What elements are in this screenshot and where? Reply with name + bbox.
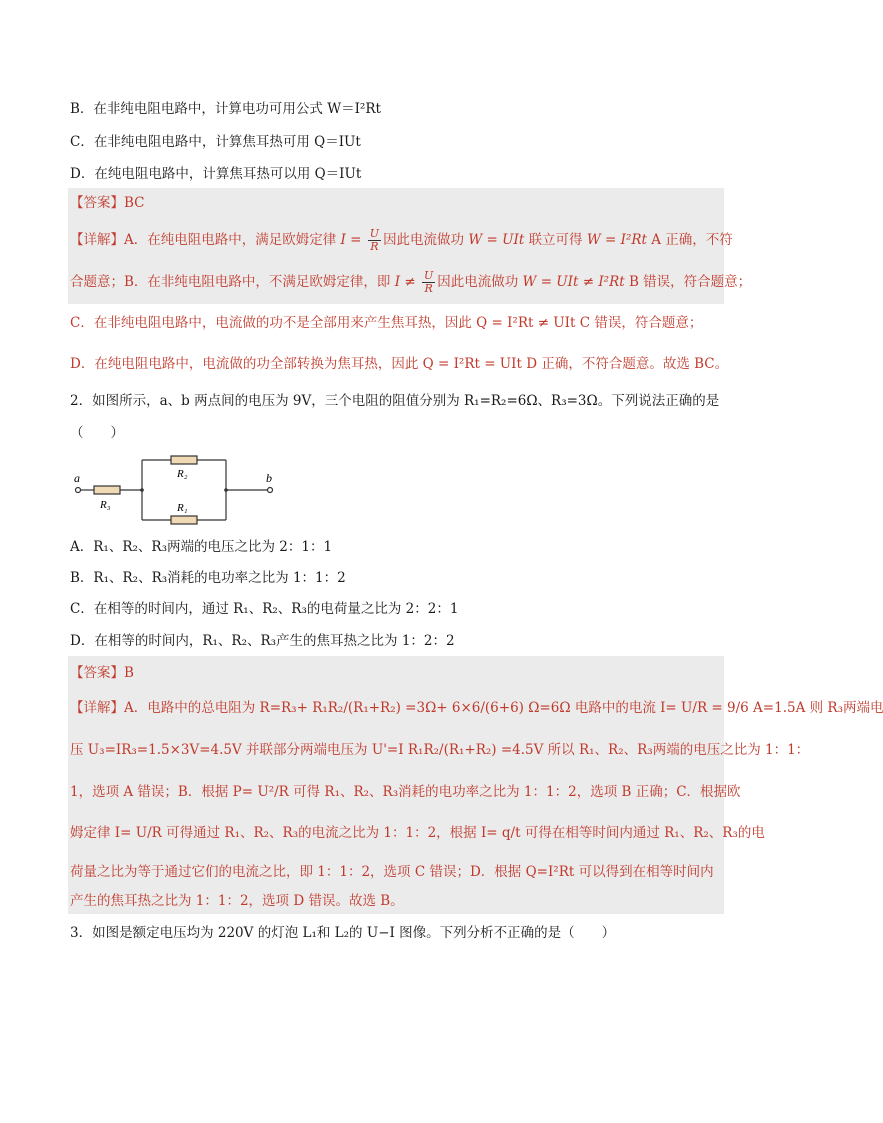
- label-r1: R₁: [177, 502, 188, 514]
- q1-option-d: D．在纯电阻电路中，计算焦耳热可以用 Q＝IUt: [70, 166, 362, 182]
- formula: W = UIt: [468, 232, 525, 248]
- q2-detail-line-3: 1，选项 A 错误；B．根据 P= U²/R 可得 R₁、R₂、R₃消耗的电功率之比为 1：1：2，选项 B 正确；C．根据欧: [70, 784, 741, 800]
- q2-option-d: D．在相等的时间内，R₁、R₂、R₃产生的焦耳热之比为 1：2：2: [70, 633, 455, 649]
- q1-option-b: B．在非纯电阻电路中，计算电功可用公式 W＝I²Rt: [70, 101, 381, 117]
- q1-answer: [70, 192, 145, 214]
- inequality-formula: I ≠ $\frac{U}{R}$: [394, 269, 434, 295]
- q2-detail-line-5: 荷量之比为等于通过它们的电流之比，即 1：1：2，选项 C 错误；D．根据 Q=I²Rt 可以得到在相等时间内: [70, 864, 714, 880]
- answer-value: B: [124, 665, 134, 681]
- resistor-r1: [171, 516, 197, 524]
- q2-detail-line-1: [70, 697, 883, 719]
- formula: W = I²Rt: [586, 232, 647, 248]
- label-a: a: [74, 471, 80, 485]
- q2-option-a: A．R₁、R₂、R₃两端的电压之比为 2：1：1: [70, 539, 333, 555]
- label-r3: R₃: [100, 499, 111, 511]
- answer-tag: 【答案】: [70, 665, 124, 681]
- detail-text: 因此电流做功: [383, 232, 465, 248]
- q1-detail-line-1: [70, 228, 733, 253]
- q1-detail-line-4: D．在纯电阻电路中，电流做的功全部转换为焦耳热，因此 Q = I²Rt = UIt D 正确，不符合题意。故选 BC。: [70, 356, 729, 372]
- detail-text: 合题意；B．在非纯电阻电路中，不满足欧姆定律，即: [70, 274, 391, 290]
- q2-detail-line-6: 产生的焦耳热之比为 1：1：2，选项 D 错误。故选 B。: [70, 893, 404, 909]
- resistor-r3: [94, 486, 120, 494]
- q2-answer: [70, 662, 134, 684]
- detail-text: A．在纯电阻电路中，满足欧姆定律: [124, 232, 337, 248]
- q2-detail-line-2: 压 U₃=IR₃=1.5×3V=4.5V 并联部分两端电压为 U'=I R₁R₂/(R₁+R₂) =4.5V 所以 R₁、R₂、R₃两端的电压之比为 1：1：: [70, 742, 810, 758]
- q2-option-b: B．R₁、R₂、R₃消耗的电功率之比为 1：1：2: [70, 570, 346, 586]
- circuit-diagram: [70, 450, 290, 530]
- q1-detail-line-2: [70, 270, 751, 295]
- q2-stem: 2．如图所示，a、b 两点间的电压为 9V，三个电阻的阻值分别为 R₁=R₂=6Ω、R₃=3Ω。下列说法正确的是: [70, 393, 720, 409]
- detail-text: 联立可得: [528, 232, 583, 248]
- answer-tag: 【答案】: [70, 195, 124, 211]
- detail-text: B 错误，符合题意；: [628, 274, 752, 290]
- label-r2: R₂: [177, 468, 188, 480]
- label-b: b: [266, 471, 272, 485]
- detail-tag: 【详解】: [70, 232, 124, 248]
- q2-stem-bracket: （ ）: [70, 425, 124, 441]
- ohm-law-formula: I = $\frac{U}{R}$: [340, 227, 380, 253]
- resistor-r2: [171, 456, 197, 464]
- detail-tag: 【详解】: [70, 700, 124, 716]
- answer-value: BC: [124, 195, 145, 211]
- formula: W = UIt ≠ I²Rt: [522, 274, 625, 290]
- q2-option-c: C．在相等的时间内，通过 R₁、R₂、R₃的电荷量之比为 2：2：1: [70, 601, 459, 617]
- detail-text: A 正确，不符: [651, 232, 733, 248]
- detail-text: 因此电流做功: [437, 274, 519, 290]
- terminal-a-node: [76, 488, 81, 493]
- terminal-b-node: [268, 488, 273, 493]
- q3-stem: 3．如图是额定电压均为 220V 的灯泡 L₁和 L₂的 U−I 图像。下列分析不正确的是（ ）: [70, 925, 616, 941]
- q2-detail-line-4: 姆定律 I= U/R 可得通过 R₁、R₂、R₃的电流之比为 1：1：2，根据 I= q/t 可得在相等时间内通过 R₁、R₂、R₃的电: [70, 825, 765, 841]
- q1-detail-line-3: C．在非纯电阻电路中，电流做的功不是全部用来产生焦耳热，因此 Q = I²Rt ≠ UIt C 错误，符合题意；: [70, 315, 703, 331]
- detail-text: A．电路中的总电阻为 R=R₃+ R₁R₂/(R₁+R₂) =3Ω+ 6×6/(6+6) Ω=6Ω 电路中的电流 I= U/R = 9/6 A=1.5A 则 R₃两端电: [124, 700, 883, 716]
- q1-option-c: C．在非纯电阻电路中，计算焦耳热可用 Q＝IUt: [70, 134, 361, 150]
